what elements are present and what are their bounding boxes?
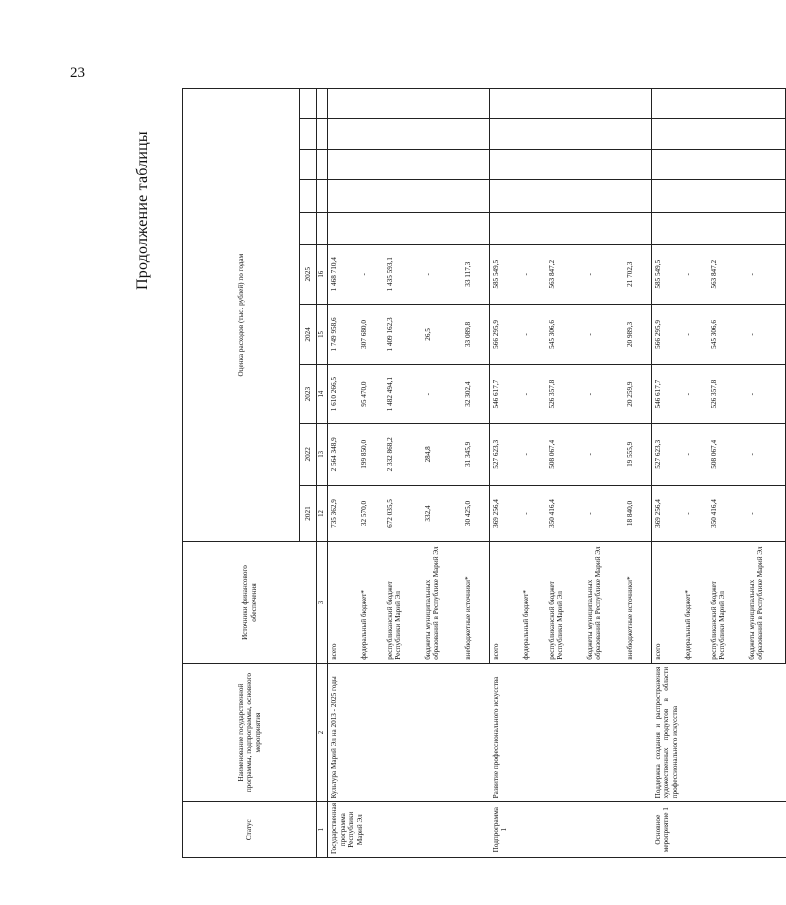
header-year: 2021 [300, 485, 317, 542]
row-value: 545 306,6 [546, 304, 584, 365]
row-value: 546 617,7 [652, 365, 682, 424]
row-source: республиканский бюджет Республики Марий Эл [708, 542, 746, 663]
row-value: 26,5 [422, 304, 462, 365]
row-value: 30 425,0 [462, 485, 490, 542]
row-name: Развитие профессионального искусства [490, 663, 652, 802]
row-source: всего [328, 542, 358, 663]
row-value: 33 117,3 [462, 244, 490, 304]
row-empty-cell [708, 149, 746, 179]
row-empty-cell [358, 119, 384, 149]
row-empty-cell [358, 149, 384, 179]
row-empty-cell [652, 119, 682, 149]
row-empty-cell [682, 212, 708, 244]
header-year: 2024 [300, 304, 317, 365]
row-value: 307 680,0 [358, 304, 384, 365]
row-value: 508 067,4 [546, 423, 584, 485]
row-empty-cell [708, 119, 746, 149]
row-empty-cell [328, 180, 358, 212]
row-empty-cell [328, 89, 358, 119]
row-empty-cell [490, 89, 520, 119]
row-empty-cell [624, 119, 652, 149]
row-empty-cell [546, 149, 584, 179]
page-number: 23 [70, 65, 85, 81]
header-empty [317, 212, 328, 244]
row-value: 1 468 710,4 [328, 244, 358, 304]
col-number: 1 [317, 802, 328, 858]
row-source: внебюджетные источники* [462, 542, 490, 663]
row-name: Поддержка создания и распространения художественных продуктов в области профессионального искусства [652, 663, 786, 802]
row-value: 527 623,3 [652, 423, 682, 485]
row-empty-cell [546, 89, 584, 119]
row-empty-cell [546, 212, 584, 244]
row-source: всего [652, 542, 682, 663]
row-source: федеральный бюджет* [682, 542, 708, 663]
table-row [328, 89, 358, 858]
row-value: 369 256,4 [490, 485, 520, 542]
row-empty-cell [422, 180, 462, 212]
row-empty-cell [384, 89, 422, 119]
header-empty [300, 180, 317, 212]
row-value: - [682, 365, 708, 424]
table-row [490, 89, 520, 858]
row-empty-cell [652, 149, 682, 179]
row-empty-cell [462, 149, 490, 179]
row-value: 566 295,9 [652, 304, 682, 365]
continuation-title: Продолжение таблицы [134, 131, 151, 290]
row-value: - [746, 244, 786, 304]
row-value: - [682, 304, 708, 365]
row-empty-cell [652, 89, 682, 119]
header-empty [317, 149, 328, 179]
row-empty-cell [384, 149, 422, 179]
row-value: 545 306,6 [708, 304, 746, 365]
row-value: - [584, 244, 624, 304]
col-number: 13 [317, 423, 328, 485]
row-value: 566 295,9 [490, 304, 520, 365]
row-value: 33 089,8 [462, 304, 490, 365]
row-empty-cell [584, 212, 624, 244]
row-value: - [520, 423, 546, 485]
row-empty-cell [328, 149, 358, 179]
row-status: Государственная программа Республики Марий Эл [328, 802, 490, 858]
row-value: 2 564 348,9 [328, 423, 358, 485]
row-value: 563 847,2 [546, 244, 584, 304]
row-source: бюджеты муниципальных образований в Республике Марий Эл [584, 542, 624, 663]
row-empty-cell [520, 89, 546, 119]
row-empty-cell [652, 212, 682, 244]
header-status: Статус [183, 802, 317, 858]
header-year: 2025 [300, 244, 317, 304]
row-value: 526 357,8 [546, 365, 584, 424]
row-value: 1 482 494,1 [384, 365, 422, 424]
row-value: - [584, 423, 624, 485]
row-value: - [584, 485, 624, 542]
row-value: - [746, 365, 786, 424]
row-value: - [520, 365, 546, 424]
row-empty-cell [584, 89, 624, 119]
row-value: 369 256,4 [652, 485, 682, 542]
row-value: 563 847,2 [708, 244, 746, 304]
row-value: - [422, 244, 462, 304]
row-value: - [746, 304, 786, 365]
row-empty-cell [384, 212, 422, 244]
row-value: 1 409 162,3 [384, 304, 422, 365]
row-empty-cell [746, 89, 786, 119]
row-empty-cell [520, 149, 546, 179]
row-empty-cell [682, 119, 708, 149]
header-empty [317, 180, 328, 212]
row-empty-cell [520, 212, 546, 244]
row-empty-cell [682, 180, 708, 212]
row-value: - [682, 485, 708, 542]
row-empty-cell [682, 149, 708, 179]
row-empty-cell [584, 180, 624, 212]
row-value: 284,8 [422, 423, 462, 485]
row-source: бюджеты муниципальных образований в Республике Марий Эл [422, 542, 462, 663]
col-number: 3 [317, 542, 328, 663]
row-empty-cell [490, 212, 520, 244]
header-year: 2023 [300, 365, 317, 424]
row-empty-cell [520, 119, 546, 149]
row-value: 2 332 868,2 [384, 423, 422, 485]
row-value: 95 470,0 [358, 365, 384, 424]
header-empty [317, 119, 328, 149]
row-empty-cell [490, 180, 520, 212]
row-status: Подпрограмма 1 [490, 802, 652, 858]
row-empty-cell [546, 119, 584, 149]
row-empty-cell [422, 212, 462, 244]
row-source: внебюджетные источники* [624, 542, 652, 663]
row-empty-cell [462, 180, 490, 212]
row-empty-cell [462, 212, 490, 244]
row-value: 332,4 [422, 485, 462, 542]
row-empty-cell [584, 149, 624, 179]
row-empty-cell [746, 149, 786, 179]
row-empty-cell [422, 149, 462, 179]
row-value: - [682, 423, 708, 485]
row-value: - [358, 244, 384, 304]
row-value: 350 416,4 [708, 485, 746, 542]
row-value: 1 435 593,1 [384, 244, 422, 304]
row-value: 31 345,9 [462, 423, 490, 485]
row-empty-cell [490, 149, 520, 179]
row-value: 199 850,0 [358, 423, 384, 485]
row-value: 672 035,5 [384, 485, 422, 542]
row-source: республиканский бюджет Республики Марий Эл [546, 542, 584, 663]
row-value: - [682, 244, 708, 304]
row-value: 18 840,0 [624, 485, 652, 542]
row-empty-cell [746, 212, 786, 244]
header-empty [300, 149, 317, 179]
budget-table [182, 88, 786, 858]
header-empty [300, 89, 317, 119]
row-source: федеральный бюджет* [520, 542, 546, 663]
row-empty-cell [652, 180, 682, 212]
row-value: 20 989,3 [624, 304, 652, 365]
row-value: 21 702,3 [624, 244, 652, 304]
row-source: федеральный бюджет* [358, 542, 384, 663]
header-estimate: Оценка расходов (тыс. рублей) по годам [183, 89, 300, 542]
row-empty-cell [358, 212, 384, 244]
row-empty-cell [384, 180, 422, 212]
row-empty-cell [422, 89, 462, 119]
row-empty-cell [584, 119, 624, 149]
header-source: Источники финансового обеспечения [183, 542, 317, 663]
row-value: - [584, 365, 624, 424]
row-value: 585 549,5 [490, 244, 520, 304]
row-source: всего [490, 542, 520, 663]
row-value: - [520, 304, 546, 365]
header-empty [300, 119, 317, 149]
row-value: 20 259,9 [624, 365, 652, 424]
row-empty-cell [682, 89, 708, 119]
row-value: - [520, 244, 546, 304]
row-value: - [584, 304, 624, 365]
row-empty-cell [462, 119, 490, 149]
row-empty-cell [546, 180, 584, 212]
row-empty-cell [462, 89, 490, 119]
row-value: - [422, 365, 462, 424]
row-value: 526 357,8 [708, 365, 746, 424]
row-empty-cell [358, 89, 384, 119]
row-name: Культура Марий Эл на 2013 - 2025 годы [328, 663, 490, 802]
row-empty-cell [328, 119, 358, 149]
row-value: - [520, 485, 546, 542]
row-value: 508 067,4 [708, 423, 746, 485]
row-empty-cell [624, 212, 652, 244]
row-empty-cell [490, 119, 520, 149]
col-number: 15 [317, 304, 328, 365]
row-value: 1 610 266,5 [328, 365, 358, 424]
row-empty-cell [746, 180, 786, 212]
row-value: 527 623,3 [490, 423, 520, 485]
row-empty-cell [384, 119, 422, 149]
row-source: республиканский бюджет Республики Марий Эл [384, 542, 422, 663]
col-number: 2 [317, 663, 328, 802]
header-empty [317, 89, 328, 119]
row-empty-cell [708, 89, 746, 119]
row-value: 19 555,9 [624, 423, 652, 485]
row-empty-cell [520, 180, 546, 212]
header-year: 2022 [300, 423, 317, 485]
row-empty-cell [422, 119, 462, 149]
row-empty-cell [708, 212, 746, 244]
row-empty-cell [358, 180, 384, 212]
row-empty-cell [328, 212, 358, 244]
row-empty-cell [624, 180, 652, 212]
row-value: 32 570,0 [358, 485, 384, 542]
row-value: 350 416,4 [546, 485, 584, 542]
row-value: 32 302,4 [462, 365, 490, 424]
row-empty-cell [746, 119, 786, 149]
rotated-page [120, 88, 765, 858]
col-number: 16 [317, 244, 328, 304]
row-empty-cell [624, 149, 652, 179]
header-name: Наименование государственной программы, подпрограммы, основного мероприятия [183, 663, 317, 802]
col-number: 12 [317, 485, 328, 542]
table-row [652, 89, 682, 858]
row-status: Основное мероприятие 1 [652, 802, 786, 858]
table-body [328, 89, 786, 858]
row-value: 546 617,7 [490, 365, 520, 424]
row-value: 1 749 958,6 [328, 304, 358, 365]
row-empty-cell [624, 89, 652, 119]
row-value: - [746, 423, 786, 485]
row-source: бюджеты муниципальных образований в Республике Марий Эл [746, 542, 786, 663]
row-value: 735 362,9 [328, 485, 358, 542]
col-number: 14 [317, 365, 328, 424]
row-empty-cell [708, 180, 746, 212]
row-value: 585 549,5 [652, 244, 682, 304]
row-value: - [746, 485, 786, 542]
header-empty [300, 212, 317, 244]
